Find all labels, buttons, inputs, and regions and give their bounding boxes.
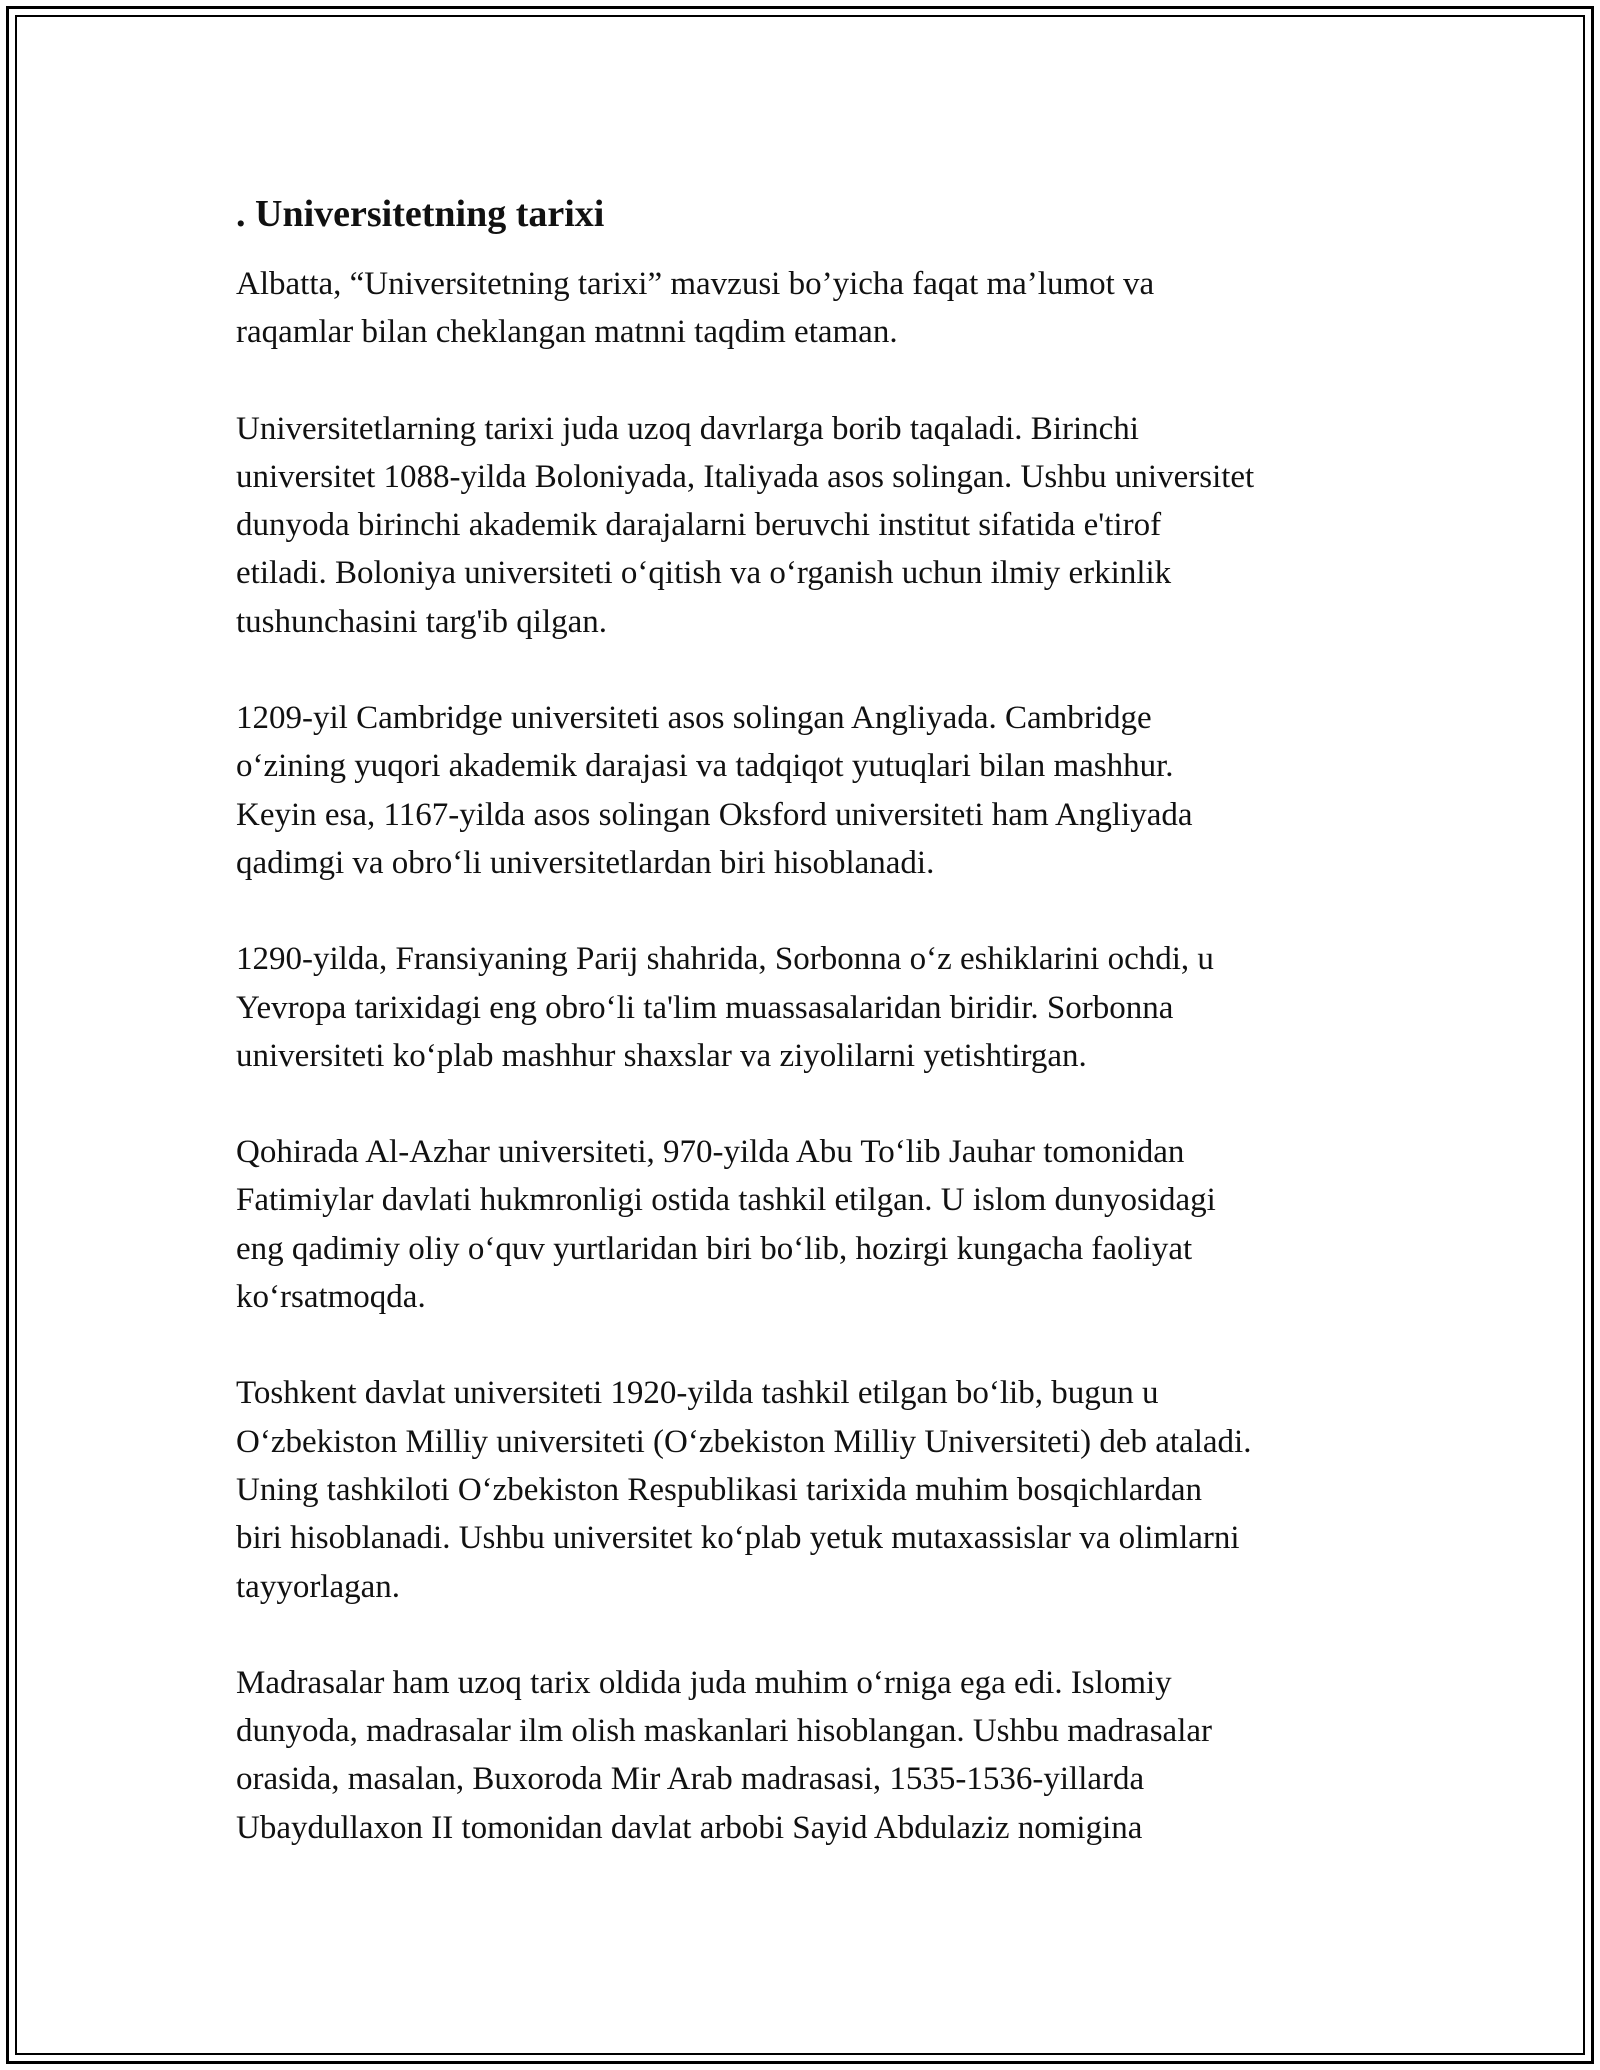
text-line: dunyoda, madrasalar ilm olish maskanlari hisoblangan. Ushbu madrasalar [236,1713,1212,1750]
document-body [236,190,1386,1900]
text-line: Fatimiylar davlati hukmronligi ostida tashkil etilgan. U islom dunyosidagi [236,1182,1216,1219]
text-line: Toshkent davlat universiteti 1920-yilda tashkil etilgan boʻlib, bugun u [236,1375,1159,1412]
text-line: dunyoda birinchi akademik darajalarni beruvchi institut sifatida e'tirof [236,507,1162,544]
paragraph-intro [236,260,1386,357]
paragraph-cambridge-oxford [236,694,1386,887]
text-line: 1290-yilda, Fransiyaning Parij shahrida, Sorbonna oʻz eshiklarini ochdi, u [236,941,1214,978]
text-line: raqamlar bilan cheklangan matnni taqdim etaman. [236,314,898,351]
text-line: Universitetlarning tarixi juda uzoq davrlarga borib taqaladi. Birinchi [236,410,1139,447]
text-line: Albatta, “Universitetning tarixi” mavzusi bo’yicha faqat ma’lumot va [236,266,1155,302]
text-line: universiteti koʻplab mashhur shaxslar va ziyolilarni yetishtirgan. [236,1037,1087,1074]
paragraph-al-azhar [236,1128,1386,1321]
paragraph-madrasas [236,1659,1386,1852]
text-line: Qohirada Al-Azhar universiteti, 970-yilda Abu Toʻlib Jauhar tomonidan [236,1134,1185,1171]
text-line: tayyorlagan. [236,1568,401,1605]
text-line: oʻzining yuqori akademik darajasi va tadqiqot yutuqlari bilan mashhur. [236,748,1174,785]
text-line: Ubaydullaxon II tomonidan davlat arbobi Sayid Abdulaziz nomigina [236,1809,1143,1846]
text-line: orasida, masalan, Buxoroda Mir Arab madrasasi, 1535-1536-yillarda [236,1761,1145,1798]
paragraph-sorbonne [236,935,1386,1080]
text-line: tushunchasini targ'ib qilgan. [236,603,608,640]
document-title: . Universitetning tarixi [236,193,605,235]
text-line: Uning tashkiloti Oʻzbekiston Respublikasi tarixida muhim bosqichlardan [236,1471,1203,1508]
text-line: Keyin esa, 1167-yilda asos solingan Oksford universiteti ham Angliyada [236,796,1193,833]
text-line: biri hisoblanadi. Ushbu universitet koʻplab yetuk mutaxassislar va olimlarni [236,1520,1240,1557]
paragraph-bologna [236,405,1386,646]
text-line: 1209-yil Cambridge universiteti asos solingan Angliyada. Cambridge [236,700,1152,737]
text-line: qadimgi va obroʻli universitetlardan biri hisoblanadi. [236,844,935,881]
paragraph-tashkent [236,1369,1386,1610]
text-line: eng qadimiy oliy oʻquv yurtlaridan biri boʻlib, hozirgi kungacha faoliyat [236,1230,1193,1267]
text-line: Madrasalar ham uzoq tarix oldida juda muhim oʻrniga ega edi. Islomiy [236,1664,1172,1701]
text-line: Yevropa tarixidagi eng obroʻli ta'lim muassasalaridan biridir. Sorbonna [236,989,1174,1026]
text-line: universitet 1088-yilda Boloniyada, Italiyada asos solingan. Ushbu universitet [236,458,1255,495]
text-line: etiladi. Boloniya universiteti oʻqitish va oʻrganish uchun ilmiy erkinlik [236,555,1172,592]
text-line: Oʻzbekiston Milliy universiteti (Oʻzbekiston Milliy Universiteti) deb ataladi. [236,1423,1252,1460]
text-line: koʻrsatmoqda. [236,1279,426,1316]
